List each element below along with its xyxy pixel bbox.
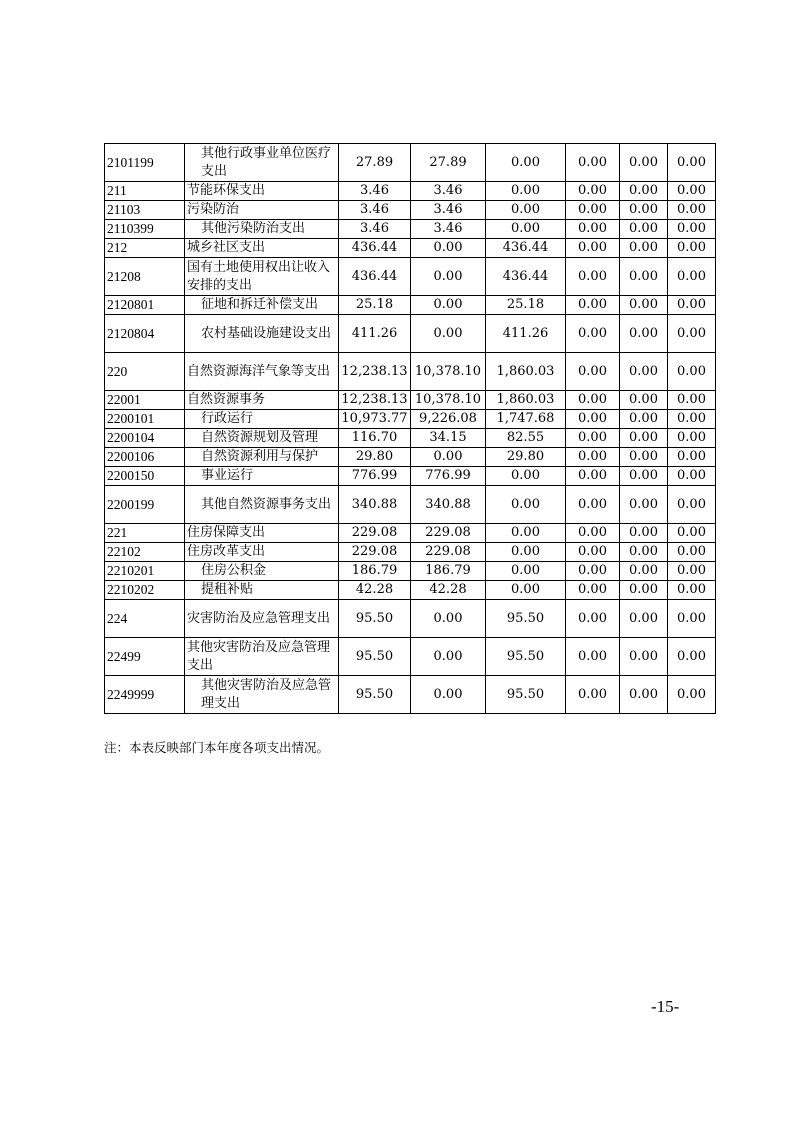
amount-cell: 0.00 [566,467,620,486]
amount-cell: 0.00 [486,581,566,600]
amount-cell: 3.46 [411,220,486,239]
amount-cell: 340.88 [339,486,411,524]
subject-name: 其他自然资源事务支出 [185,486,339,524]
amount-cell: 0.00 [668,581,716,600]
subject-name: 污染防治 [185,201,339,220]
amount-cell: 0.00 [620,410,668,429]
table-row [105,353,716,391]
table-row [105,391,716,410]
subject-name: 自然资源海洋气象等支出 [185,353,339,391]
subject-code: 22499 [105,638,185,676]
amount-cell: 95.50 [486,600,566,638]
table-row [105,638,716,676]
amount-cell: 0.00 [566,296,620,315]
amount-cell: 1,860.03 [486,391,566,410]
subject-name: 节能环保支出 [185,182,339,201]
table-row [105,581,716,600]
amount-cell: 29.80 [486,448,566,467]
amount-cell: 0.00 [668,220,716,239]
amount-cell: 0.00 [566,429,620,448]
amount-cell: 0.00 [620,258,668,296]
amount-cell: 436.44 [486,239,566,258]
table-note: 注：本表反映部门本年度各项支出情况。 [104,740,330,755]
amount-cell: 0.00 [566,239,620,258]
table-row [105,562,716,581]
amount-cell: 0.00 [486,144,566,182]
amount-cell: 0.00 [668,201,716,220]
amount-cell: 229.08 [339,524,411,543]
amount-cell: 0.00 [620,144,668,182]
amount-cell: 0.00 [566,201,620,220]
amount-cell: 0.00 [411,600,486,638]
amount-cell: 42.28 [339,581,411,600]
amount-cell: 0.00 [486,201,566,220]
table-row [105,258,716,296]
amount-cell: 0.00 [668,676,716,714]
subject-code: 2110399 [105,220,185,239]
amount-cell: 186.79 [339,562,411,581]
amount-cell: 82.55 [486,429,566,448]
amount-cell: 229.08 [411,543,486,562]
amount-cell: 411.26 [339,315,411,353]
amount-cell: 0.00 [620,467,668,486]
amount-cell: 1,860.03 [486,353,566,391]
amount-cell: 0.00 [668,391,716,410]
table-row [105,182,716,201]
amount-cell: 0.00 [566,524,620,543]
amount-cell: 12,238.13 [339,391,411,410]
amount-cell: 3.46 [339,182,411,201]
amount-cell: 0.00 [566,315,620,353]
subject-name: 国有土地使用权出让收入安排的支出 [185,258,339,296]
amount-cell: 0.00 [566,581,620,600]
subject-code: 221 [105,524,185,543]
amount-cell: 0.00 [668,448,716,467]
amount-cell: 0.00 [566,448,620,467]
amount-cell: 0.00 [566,543,620,562]
amount-cell: 0.00 [486,220,566,239]
subject-code: 2120804 [105,315,185,353]
page-number: -15- [651,997,680,1016]
amount-cell: 0.00 [566,676,620,714]
subject-code: 2200106 [105,448,185,467]
amount-cell: 0.00 [411,239,486,258]
amount-cell: 0.00 [566,562,620,581]
amount-cell: 0.00 [620,581,668,600]
amount-cell: 0.00 [668,144,716,182]
amount-cell: 1,747.68 [486,410,566,429]
amount-cell: 0.00 [620,182,668,201]
amount-cell: 0.00 [620,600,668,638]
amount-cell: 0.00 [620,448,668,467]
table-row [105,410,716,429]
amount-cell: 0.00 [411,448,486,467]
amount-cell: 0.00 [668,486,716,524]
subject-code: 224 [105,600,185,638]
amount-cell: 0.00 [668,315,716,353]
amount-cell: 0.00 [566,220,620,239]
subject-name: 住房保障支出 [185,524,339,543]
amount-cell: 0.00 [566,600,620,638]
table-row [105,524,716,543]
subject-name: 事业运行 [185,467,339,486]
amount-cell: 0.00 [620,296,668,315]
amount-cell: 9,226.08 [411,410,486,429]
table-row [105,239,716,258]
amount-cell: 10,973.77 [339,410,411,429]
amount-cell: 0.00 [566,182,620,201]
subject-name: 住房改革支出 [185,543,339,562]
amount-cell: 0.00 [668,562,716,581]
amount-cell: 27.89 [411,144,486,182]
subject-code: 2210201 [105,562,185,581]
subject-code: 21208 [105,258,185,296]
subject-name: 城乡社区支出 [185,239,339,258]
amount-cell: 42.28 [411,581,486,600]
table-row [105,467,716,486]
amount-cell: 0.00 [566,486,620,524]
amount-cell: 95.50 [339,638,411,676]
amount-cell: 3.46 [339,220,411,239]
amount-cell: 0.00 [620,391,668,410]
amount-cell: 0.00 [620,562,668,581]
amount-cell: 29.80 [339,448,411,467]
amount-cell: 3.46 [339,201,411,220]
amount-cell: 0.00 [411,676,486,714]
subject-code: 220 [105,353,185,391]
amount-cell: 0.00 [566,410,620,429]
subject-code: 211 [105,182,185,201]
amount-cell: 0.00 [668,296,716,315]
amount-cell: 0.00 [620,220,668,239]
subject-name: 住房公积金 [185,562,339,581]
subject-code: 22102 [105,543,185,562]
amount-cell: 0.00 [668,638,716,676]
amount-cell: 0.00 [668,410,716,429]
subject-name: 提租补贴 [185,581,339,600]
subject-code: 22001 [105,391,185,410]
subject-code: 21103 [105,201,185,220]
amount-cell: 0.00 [620,638,668,676]
amount-cell: 3.46 [411,201,486,220]
amount-cell: 436.44 [339,258,411,296]
amount-cell: 0.00 [411,296,486,315]
amount-cell: 116.70 [339,429,411,448]
amount-cell: 0.00 [566,638,620,676]
amount-cell: 229.08 [339,543,411,562]
amount-cell: 0.00 [566,391,620,410]
amount-cell: 25.18 [339,296,411,315]
subject-code: 2120801 [105,296,185,315]
subject-code: 2200104 [105,429,185,448]
subject-code: 2200101 [105,410,185,429]
amount-cell: 0.00 [668,239,716,258]
subject-code: 2200199 [105,486,185,524]
amount-cell: 95.50 [486,676,566,714]
subject-name: 其他灾害防治及应急管理支出 [185,638,339,676]
amount-cell: 0.00 [668,467,716,486]
amount-cell: 411.26 [486,315,566,353]
amount-cell: 776.99 [339,467,411,486]
amount-cell: 0.00 [411,638,486,676]
subject-name: 征地和拆迁补偿支出 [185,296,339,315]
subject-name: 其他灾害防治及应急管理支出 [185,676,339,714]
table-row [105,543,716,562]
expenditure-table [104,143,716,714]
amount-cell: 0.00 [620,353,668,391]
amount-cell: 0.00 [411,258,486,296]
subject-name: 其他污染防治支出 [185,220,339,239]
amount-cell: 0.00 [566,353,620,391]
subject-code: 2200150 [105,467,185,486]
amount-cell: 0.00 [668,543,716,562]
subject-code: 212 [105,239,185,258]
subject-name: 自然资源利用与保护 [185,448,339,467]
table-row [105,296,716,315]
subject-name: 农村基础设施建设支出 [185,315,339,353]
subject-name: 行政运行 [185,410,339,429]
amount-cell: 0.00 [620,429,668,448]
amount-cell: 0.00 [668,353,716,391]
table-row [105,315,716,353]
amount-cell: 436.44 [339,239,411,258]
amount-cell: 12,238.13 [339,353,411,391]
amount-cell: 0.00 [668,258,716,296]
amount-cell: 0.00 [668,524,716,543]
table-row [105,676,716,714]
table-row [105,144,716,182]
amount-cell: 27.89 [339,144,411,182]
amount-cell: 0.00 [566,144,620,182]
amount-cell: 0.00 [486,486,566,524]
amount-cell: 0.00 [620,201,668,220]
table-row [105,201,716,220]
amount-cell: 34.15 [411,429,486,448]
amount-cell: 0.00 [620,315,668,353]
amount-cell: 0.00 [486,524,566,543]
amount-cell: 0.00 [486,543,566,562]
amount-cell: 436.44 [486,258,566,296]
amount-cell: 10,378.10 [411,391,486,410]
amount-cell: 776.99 [411,467,486,486]
subject-name: 自然资源事务 [185,391,339,410]
table-body [105,144,716,714]
subject-name: 自然资源规划及管理 [185,429,339,448]
amount-cell: 95.50 [339,600,411,638]
amount-cell: 95.50 [339,676,411,714]
amount-cell: 0.00 [620,239,668,258]
amount-cell: 0.00 [620,524,668,543]
amount-cell: 0.00 [411,315,486,353]
subject-name: 其他行政事业单位医疗支出 [185,144,339,182]
subject-code: 2210202 [105,581,185,600]
amount-cell: 0.00 [668,600,716,638]
subject-code: 2249999 [105,676,185,714]
subject-name: 灾害防治及应急管理支出 [185,600,339,638]
amount-cell: 0.00 [486,562,566,581]
amount-cell: 340.88 [411,486,486,524]
table-row [105,600,716,638]
table-row [105,429,716,448]
table-row [105,448,716,467]
amount-cell: 25.18 [486,296,566,315]
amount-cell: 0.00 [620,486,668,524]
amount-cell: 0.00 [566,258,620,296]
amount-cell: 229.08 [411,524,486,543]
amount-cell: 10,378.10 [411,353,486,391]
amount-cell: 0.00 [668,429,716,448]
table-row [105,486,716,524]
subject-code: 2101199 [105,144,185,182]
amount-cell: 3.46 [411,182,486,201]
amount-cell: 186.79 [411,562,486,581]
amount-cell: 95.50 [486,638,566,676]
amount-cell: 0.00 [620,543,668,562]
table-row [105,220,716,239]
amount-cell: 0.00 [486,467,566,486]
amount-cell: 0.00 [486,182,566,201]
amount-cell: 0.00 [620,676,668,714]
amount-cell: 0.00 [668,182,716,201]
